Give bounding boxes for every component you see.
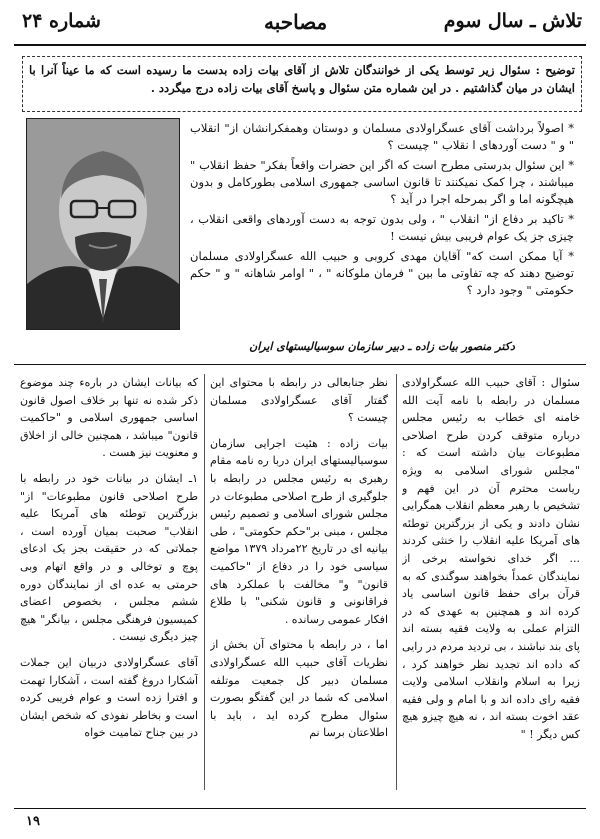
author-portrait-photo [26,118,180,330]
section-title: مصاحبه [264,10,328,34]
page-number: ۱۹ [26,814,40,829]
column-paragraph: سئوال : آقای حبیب الله عسگراولادی مسلمان در رابطه با نامه آیت الله خامنه ای خطاب به رئیس مجلس درباره متوقف کردن طرح اصلاحی مطبوعات بیان داشته است که : "مجلس شورای اسلامی به ویژه ریاست محترم آن در این فهم و تشخیص با رهبر معظم انقلاب همگرایی نشان دادند و یکی از بزرگترین توطئه های آمریکا علیه انقلاب را خنثی کردند ... اگر خدای نخواسته برخی از نمایندگان عمداً بخواهند سوگندی که به قرآن برای حفظ قانون اساسی یاد کرده اند و همچنین به عهدی که در التزام عملی به ولایت فقیه بسته اند پای بند نباشند ، بی تردید مردم در رایی که داده اند تجدید نظر خواهند کرد ، زیرا به اسلام وانقلاب اسلامی ولایت فقیه رای داده اند و با امام و ولی فقیه عقد اخوت بسته اند ، نه هیچ چیزو هیچ کس دیگر ! " [402,376,580,741]
section-divider [14,364,586,365]
text-column-3 [20,374,198,794]
intro-note: توضیح : سئوال زیر توسط یکی از خوانندگان تلاش از آقای بیات زاده بدست ما رسیده است که ما عیناً آنرا با ایشان در میان گذاشتیم . در این شماره متن سئوال و پاسخ آقای بیات زاده درج میگردد . [22,56,582,112]
text-column-2 [210,374,388,794]
author-signature: دکتر منصور بیات زاده ـ دبیر سازمان سوسیالیستهای ایران [249,340,515,353]
column-divider [396,374,397,790]
column-divider [204,374,205,790]
column-paragraph: اما ، در رابطه با محتوای آن بخش از نظریات آقای حبیب الله عسگراولادی مسلمان دبیر کل جمعیت موتلفه اسلامی که شما در این گفتگو بصورت سئوال مطرح کرده اید ، باید با اطلاعتان برسا نم [210,638,388,740]
page-header [14,4,586,46]
magazine-title: تلاش ـ سال سوم [443,10,582,32]
column-paragraph: آقای عسگراولادی دربیان این جملات آشکارا دروغ گفته است ، آشکارا تهمت و افترا زده است و عوام فریبی کرده است و بخاطر نفوذی که شخص ایشان در بین جناح تمامیت خواه [20,655,198,740]
reader-questions [190,120,574,342]
column-paragraph: ۱ـ ایشان در بیانات خود در رابطه با طرح اصلاحی قانون مطبوعات" از" بزرگترین توطئه های آمریکا علیه انقلاب" صحبت بمیان آورده است ، جملاتی که در حقیقت بجز یک ادعای پوچ و توخالی و در واقع اتهام وبی حرمتی به عده ای از نمایندگان دوره ششم مجلس ، بخصوص اعضای کمیسیون فرهنگی مجلس ، بیانگر" هیچ چیز دیگری نیست . [20,471,198,644]
footer-divider [14,808,586,809]
text-column-1 [402,374,580,794]
column-paragraph: که بیانات ایشان در بارهء چند موضوع ذکر شده نه تنها بر خلاف اصول قانون اساسی جمهوری اسلامی و "حاکمیت قانون" میباشد ، همچنین خالی از اخلاق و معنویت نیز هست . [20,376,198,460]
portrait-illustration [27,119,179,329]
issue-number: شماره ۲۴ [22,10,101,32]
column-paragraph: بیات زاده : هئیت اجرایی سازمان سوسیالیستهای ایران دربا ره نامه مقام رهبری به رئیس مجلس در رابطه با جلوگیری از طرح اصلاحی مطبوعات در مجلس شورای اسلامی و تصمیم رئیس مجلس ، مبنی بر"حکم حکومتی" ، طی بیانیه ای در تاریخ ۲۲مرداد ۱۳۷۹ مواضع سیاسی خود را در دفاع از "حاکمیت قانون" و" مخالفت با عملکرد های فراقانونی و قانون شکنی" با طلاع افکار عمومی رسانده . [210,436,388,626]
question-3: * تاکید بر دفاع از" انقلاب " ، ولی بدون توجه به دست آوردهای واقعی انقلاب ، چیزی جز یک عوام فریبی بیش نیست ! [190,212,574,243]
question-1: * اصولاً برداشت آقای عسگراولادی مسلمان و دوستان وهمفکرانشان از" انقلاب " و " دست آوردهای ا نقلاب " چیست ؟ [190,121,574,152]
column-paragraph: نظر جنابعالی در رابطه با محتوای این گفتار آقای عسگراولادی مسلمان چیست ؟ [210,376,388,425]
question-4: * آیا ممکن است که" آقایان مهدی کروبی و حبیب الله عسگراولادی مسلمان توضیح دهند که چه تفاوتی ما بین " فرمان ملوکانه " ، " اوامر شاهانه " و " حکم حکومتی " وجود دارد ؟ [190,249,574,297]
question-2: * این سئوال بدرستی مطرح است که اگر این حضرات واقعاً بفکر" حفظ انقلاب " میباشند ، چرا کمک نمیکنند تا قانون اساسی جمهوری اسلامی بطورکامل و بدون هیچگونه اما و اگر بمرحله اجرا در آید ؟ [190,158,574,206]
